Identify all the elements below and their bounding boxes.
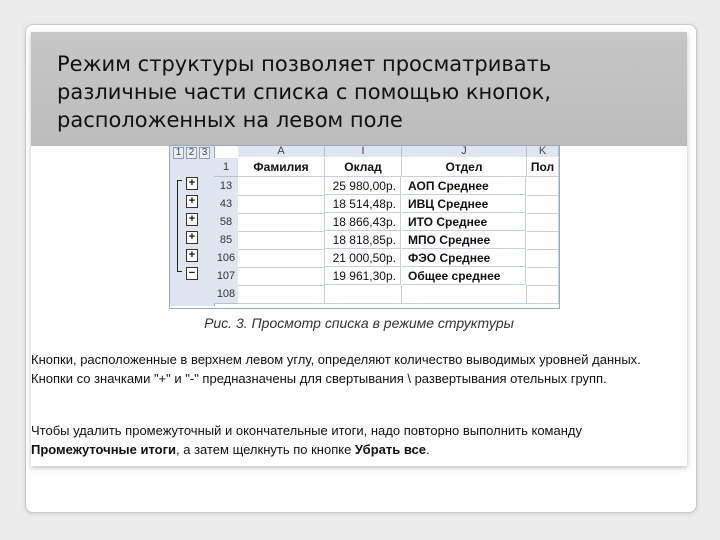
table-cell[interactable] <box>527 249 559 268</box>
expand-button-85[interactable]: + <box>186 231 198 244</box>
table-cell[interactable] <box>238 267 325 286</box>
table-cell[interactable]: 18 866,43р. <box>325 213 401 231</box>
table-cell[interactable] <box>527 213 559 232</box>
table-cell[interactable]: 19 961,30р. <box>325 267 401 285</box>
table-cell[interactable]: 21 000,50р. <box>325 249 401 267</box>
table-cell[interactable]: АОП Среднее <box>402 177 526 195</box>
expand-button-43[interactable]: + <box>186 195 198 208</box>
table-cell[interactable]: 18 818,85р. <box>325 231 401 249</box>
row-header[interactable]: 85 <box>214 231 238 250</box>
row-header[interactable]: 43 <box>214 195 238 214</box>
table-cell[interactable] <box>238 249 325 268</box>
slide-content <box>31 32 687 466</box>
table-cell[interactable] <box>238 285 325 304</box>
table-cell[interactable] <box>238 213 325 232</box>
table-cell[interactable]: 18 514,48р. <box>325 195 401 213</box>
table-cell[interactable] <box>527 195 559 214</box>
table-cell[interactable] <box>325 285 402 304</box>
column-header-j[interactable]: J <box>402 146 527 157</box>
paragraph-text: , а затем щелкнуть по кнопке <box>176 442 355 457</box>
outline-level-1-button[interactable]: 1 <box>173 147 184 159</box>
outline-level-2-button[interactable]: 2 <box>186 147 197 159</box>
header-cell-oklad[interactable]: Оклад <box>325 158 402 177</box>
paragraph-remove-subtotals <box>31 421 681 459</box>
table-cell[interactable]: МПО Среднее <box>402 231 526 249</box>
collapse-button-107[interactable]: − <box>186 267 198 280</box>
table-cell[interactable] <box>527 231 559 250</box>
column-header-i[interactable]: I <box>325 146 402 157</box>
paragraph-text: Чтобы удалить промежуточный и окончательные итоги, надо повторно выполнить команду <box>31 423 582 438</box>
table-cell[interactable] <box>238 177 325 196</box>
table-cell[interactable] <box>527 285 559 304</box>
header-cell-otdel[interactable]: Отдел <box>402 158 527 177</box>
row-header[interactable]: 107 <box>214 267 238 286</box>
slide-title: Режим структуры позволяет просматривать различные части списка с помощью кнопок, расположенных на левом поле <box>57 52 552 132</box>
spreadsheet-image <box>169 145 560 309</box>
table-cell[interactable]: Общее среднее <box>402 267 526 285</box>
figure-caption: Рис. 3. Просмотр списка в режиме структуры <box>204 315 514 331</box>
expand-button-106[interactable]: + <box>186 249 198 262</box>
paragraph-outline-buttons: Кнопки, расположенные в верхнем левом углу, определяют количество выводимых уровней данных. Кнопки со значками "+" и "-" предназначены для свертывания \ развертывания отельных групп. <box>31 352 641 386</box>
row-header[interactable]: 106 <box>214 249 238 268</box>
button-name: Убрать все <box>354 442 426 457</box>
column-header-a[interactable]: A <box>238 146 325 157</box>
outline-bar <box>170 146 215 306</box>
row-header[interactable]: 108 <box>214 285 238 304</box>
table-cell[interactable] <box>527 267 559 286</box>
column-header-k[interactable]: K <box>527 146 559 157</box>
expand-button-13[interactable]: + <box>186 177 198 190</box>
table-cell[interactable] <box>402 285 527 304</box>
header-cell-familia[interactable]: Фамилия <box>238 158 325 177</box>
expand-button-58[interactable]: + <box>186 213 198 226</box>
table-cell[interactable] <box>527 177 559 196</box>
slide-header <box>31 32 687 146</box>
table-cell[interactable]: ИВЦ Среднее <box>402 195 526 213</box>
row-header[interactable]: 13 <box>214 177 238 196</box>
table-cell[interactable]: 25 980,00р. <box>325 177 401 195</box>
outline-bracket <box>177 180 182 272</box>
table-cell[interactable] <box>238 195 325 214</box>
paragraph-text: . <box>425 442 430 457</box>
outline-level-3-button[interactable]: 3 <box>199 147 210 159</box>
command-name: Промежуточные итоги <box>31 442 177 457</box>
row-header[interactable]: 58 <box>214 213 238 232</box>
table-cell[interactable] <box>238 231 325 250</box>
table-cell[interactable]: ИТО Среднее <box>402 213 526 231</box>
header-cell-pol[interactable]: Пол <box>527 158 559 177</box>
table-cell[interactable]: ФЭО Среднее <box>402 249 526 267</box>
row-header[interactable]: 1 <box>214 158 238 177</box>
